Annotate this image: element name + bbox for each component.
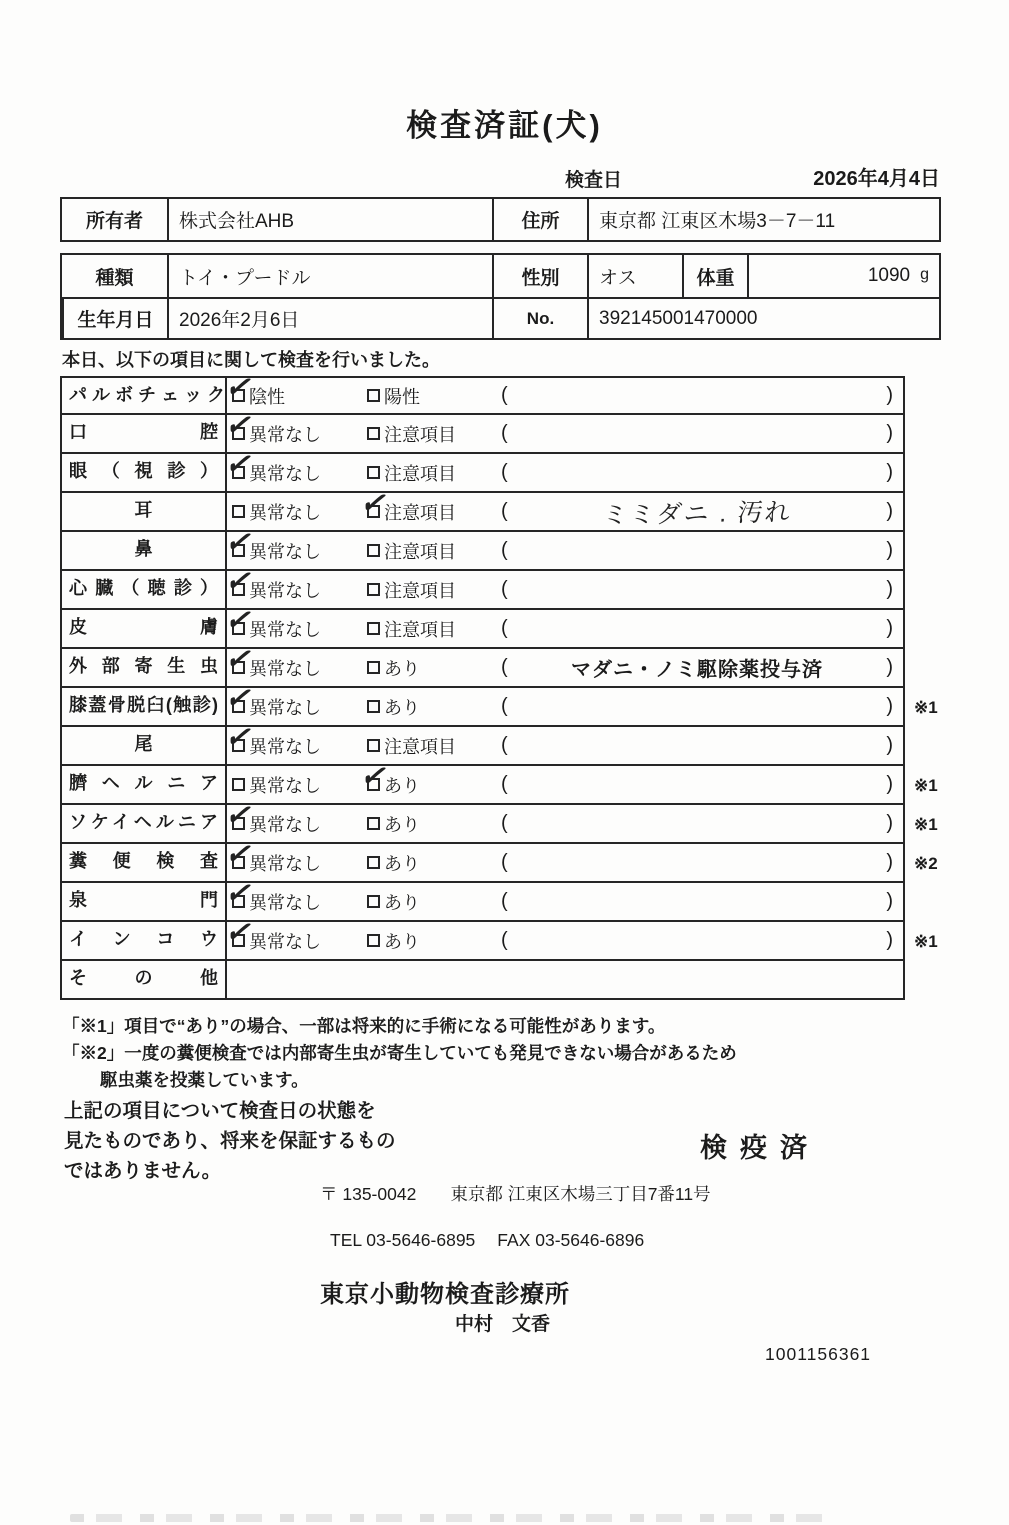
item-label: 皮 膚 — [62, 610, 227, 647]
checkbox — [367, 856, 381, 870]
checkbox — [222, 446, 258, 482]
remarks-note: ミミダニ . 汚れ — [601, 497, 793, 530]
paren-open: ( — [501, 734, 508, 756]
checklist-row — [60, 797, 990, 844]
veterinarian-name: 中村 文香 — [455, 1314, 551, 1335]
paren-open: ( — [501, 500, 508, 522]
checkbox-box-icon — [232, 389, 245, 402]
option-first — [222, 836, 367, 876]
disclaimer-block — [64, 1096, 396, 1186]
remarks-parentheses — [497, 494, 903, 530]
checklist-row — [60, 369, 990, 415]
checkmark-icon: ✓ — [222, 719, 258, 755]
checkbox — [222, 719, 258, 755]
option-first — [222, 641, 367, 681]
footnote-mark — [905, 532, 965, 571]
owner-label-cell: 所有者 — [85, 211, 143, 232]
item-label: 糞 便 検 査 — [62, 844, 227, 881]
paren-close: ) — [886, 384, 893, 406]
option-second — [367, 577, 497, 603]
option-second — [367, 616, 497, 642]
checklist-table — [60, 369, 990, 1000]
checkmark-icon: ✓ — [222, 407, 258, 443]
option-label: 注意項目 — [384, 736, 456, 757]
checkbox — [222, 797, 258, 833]
paren-open: ( — [501, 695, 508, 717]
option-second — [367, 928, 497, 954]
checkmark-icon: ✓ — [222, 563, 258, 599]
paren-close: ) — [886, 695, 893, 717]
footnote-mark: ※1 — [914, 814, 938, 834]
checkbox-box-icon — [232, 544, 245, 557]
option-first — [222, 914, 367, 954]
checkbox-box-icon — [232, 622, 245, 635]
paren-close: ) — [886, 851, 893, 873]
checklist-row — [60, 407, 990, 454]
inspection-date-value: 2026年4月4日 — [813, 168, 940, 190]
clinic-postal-address — [320, 1181, 711, 1206]
paren-open: ( — [501, 384, 508, 406]
checkbox-box-icon — [232, 505, 245, 518]
checkbox-box-icon — [367, 505, 380, 518]
footnote-1: 「※1」項目で“あり”の場合、一部は将来的に手術になる可能性があります。 — [62, 1016, 666, 1036]
remarks-parentheses — [497, 695, 903, 718]
item-label: 心 臓 （ 聴 診 ） — [62, 571, 227, 608]
no-value-cell: 392145001470000 — [587, 297, 939, 338]
remarks-parentheses — [497, 461, 903, 484]
footnote-2-continued: 駆虫薬を投薬しています。 — [100, 1070, 309, 1090]
option-first — [222, 875, 367, 915]
paren-close: ) — [886, 500, 893, 522]
checkbox-box-icon — [232, 895, 245, 908]
paren-close: ) — [886, 929, 893, 951]
quarantine-passed-stamp: 検疫済 — [700, 1133, 820, 1163]
option-label: 異常なし — [249, 892, 321, 913]
paren-open: ( — [501, 812, 508, 834]
footnote-mark — [905, 415, 965, 454]
item-label: パ ル ボ チ ェ ッ ク — [62, 378, 227, 413]
checkbox — [232, 505, 246, 519]
weight-value-cell — [747, 255, 939, 297]
birth-value-cell: 2026年2月6日 — [167, 297, 492, 338]
paren-open: ( — [501, 617, 508, 639]
item-label: 外 部 寄 生 虫 — [62, 649, 227, 686]
checkmark-icon: ✓ — [222, 369, 258, 405]
item-label: 眼 （ 視 診 ） — [62, 454, 227, 491]
footnote-mark — [905, 961, 965, 1000]
clinic-tel-fax — [330, 1230, 644, 1251]
option-first — [222, 369, 367, 409]
option-label: 陰性 — [249, 386, 285, 407]
paren-open: ( — [501, 773, 508, 795]
checkbox — [222, 641, 258, 677]
option-first — [232, 499, 367, 525]
pet-table — [60, 253, 941, 340]
remarks-parentheses — [497, 578, 903, 601]
checkmark-icon: ✓ — [222, 602, 258, 638]
option-label: 異常なし — [249, 619, 321, 640]
checkbox-box-icon — [232, 466, 245, 479]
option-label: 注意項目 — [384, 502, 456, 523]
checklist-row — [60, 563, 990, 610]
remarks-parentheses — [497, 734, 903, 757]
paren-close: ) — [886, 890, 893, 912]
option-second — [367, 889, 497, 915]
option-second — [367, 538, 497, 564]
paren-close: ) — [886, 539, 893, 561]
option-label: 注意項目 — [384, 580, 456, 601]
remarks-parentheses — [497, 773, 903, 796]
item-label: 口 腔 — [62, 415, 227, 452]
item-label: 鼻 — [62, 532, 227, 569]
checklist-row — [60, 485, 990, 532]
inspection-date-label: 検査日 — [565, 170, 623, 191]
footnote-2: 「※2」一度の糞便検査では内部寄生虫が寄生していても発見できない場合があるため — [62, 1043, 737, 1063]
checkbox-box-icon — [367, 700, 380, 713]
checkbox-box-icon — [367, 934, 380, 947]
checklist-row — [60, 602, 990, 649]
clinic-fax: FAX 03-5646-6896 — [497, 1230, 645, 1250]
remarks-parentheses — [497, 384, 903, 407]
item-label: イ ン コ ウ — [62, 922, 227, 959]
postal-code: 〒 135-0042 — [320, 1184, 417, 1204]
paren-close: ) — [886, 617, 893, 639]
checklist-row — [60, 914, 990, 961]
checkbox — [367, 427, 381, 441]
checkbox — [222, 369, 258, 405]
item-label: 耳 — [62, 493, 227, 530]
checkmark-icon: ✓ — [222, 446, 258, 482]
remarks-parentheses — [497, 422, 903, 445]
option-label: あり — [384, 775, 420, 796]
no-label-cell: No. — [492, 297, 587, 338]
checkbox-box-icon — [367, 856, 380, 869]
checkbox — [367, 895, 381, 909]
option-label: 異常なし — [249, 541, 321, 562]
option-second — [367, 460, 497, 486]
paren-close: ) — [886, 578, 893, 600]
checklist-row — [60, 961, 990, 1000]
checkbox — [222, 680, 258, 716]
footnotes-block — [62, 1013, 737, 1094]
weight-unit: g — [920, 266, 929, 283]
breed-value-cell: トイ・プードル — [167, 255, 492, 297]
checkbox-box-icon — [232, 817, 245, 830]
breed-label-cell: 種類 — [95, 267, 134, 289]
footnote-mark — [905, 610, 965, 649]
checkbox-box-icon — [367, 778, 380, 791]
clinic-street-address: 東京都 江東区木場三丁目7番11号 — [450, 1184, 711, 1204]
paren-open: ( — [501, 890, 508, 912]
option-label: あり — [384, 931, 420, 952]
option-label: 異常なし — [249, 502, 321, 523]
footnote-mark — [905, 454, 965, 493]
item-label: 泉 門 — [62, 883, 227, 920]
checklist-row — [60, 641, 990, 688]
remarks-parentheses — [497, 851, 903, 874]
option-label: 異常なし — [249, 580, 321, 601]
checkmark-icon: ✓ — [222, 836, 258, 872]
checkmark-icon: ✓ — [222, 680, 258, 716]
checklist-row — [60, 680, 990, 727]
checkbox — [367, 622, 381, 636]
paren-open: ( — [501, 578, 508, 600]
footnote-mark — [905, 571, 965, 610]
checklist-row — [60, 719, 990, 766]
paren-open: ( — [501, 539, 508, 561]
checkmark-icon: ✓ — [357, 758, 393, 794]
checkbox-box-icon — [367, 466, 380, 479]
checkbox — [232, 778, 246, 792]
option-second — [367, 850, 497, 876]
checkbox-box-icon — [232, 427, 245, 440]
remarks-parentheses — [497, 890, 903, 913]
checkbox — [367, 544, 381, 558]
checklist-row — [60, 758, 990, 805]
checkbox-box-icon — [232, 583, 245, 596]
option-second — [357, 485, 497, 525]
paren-close: ) — [886, 773, 893, 795]
option-label: 陽性 — [384, 386, 420, 407]
checkbox-box-icon — [367, 583, 380, 596]
option-label: 異常なし — [249, 658, 321, 679]
option-first — [222, 524, 367, 564]
checkbox-box-icon — [367, 895, 380, 908]
footnote-mark: ※2 — [914, 853, 938, 873]
remarks-parentheses — [497, 539, 903, 562]
checkbox-box-icon — [232, 856, 245, 869]
scan-cutoff-artifact — [70, 1514, 830, 1522]
checkbox-box-icon — [367, 739, 380, 752]
weight-label-cell: 体重 — [682, 255, 747, 297]
option-first — [222, 446, 367, 486]
footnote-mark: ※1 — [914, 775, 938, 795]
remarks-parentheses — [497, 617, 903, 640]
checkbox-box-icon — [367, 427, 380, 440]
option-label: 異常なし — [249, 736, 321, 757]
checkmark-icon: ✓ — [357, 485, 393, 521]
disclaimer-line-1: 上記の項目について検査日の状態を — [64, 1100, 376, 1122]
checkbox — [222, 602, 258, 638]
checklist-row — [60, 875, 990, 922]
disclaimer-line-3: ではありません。 — [64, 1160, 222, 1182]
checkmark-icon: ✓ — [222, 524, 258, 560]
footnote-mark — [905, 649, 965, 688]
option-label: 異常なし — [249, 775, 321, 796]
footnote-mark — [905, 493, 965, 532]
option-first — [222, 407, 367, 447]
checkmark-icon: ✓ — [222, 641, 258, 677]
option-label: 注意項目 — [384, 463, 456, 484]
checkbox-box-icon — [367, 622, 380, 635]
serial-number: 1001156361 — [765, 1344, 872, 1364]
owner-table — [60, 197, 941, 242]
option-label: 異常なし — [249, 463, 321, 484]
page-title: 検査済証(犬) — [406, 108, 603, 143]
checkmark-icon: ✓ — [222, 875, 258, 911]
remarks-parentheses — [497, 929, 903, 952]
option-second — [367, 694, 497, 720]
checkbox — [367, 817, 381, 831]
checkbox — [222, 914, 258, 950]
checkbox — [222, 563, 258, 599]
option-label: あり — [384, 814, 420, 835]
footnote-mark — [905, 376, 965, 415]
checkmark-icon: ✓ — [222, 797, 258, 833]
option-second — [367, 655, 497, 681]
checkmark-icon: ✓ — [222, 914, 258, 950]
remarks-parentheses — [497, 653, 903, 682]
remarks-note: マダニ・ノミ駆除薬投与済 — [571, 659, 823, 681]
footnote-mark: ※1 — [914, 697, 938, 717]
option-label: 異常なし — [249, 697, 321, 718]
checkbox — [357, 485, 393, 521]
option-first — [222, 797, 367, 837]
checkbox — [222, 407, 258, 443]
address-value-cell: 東京都 江東区木場3－7－11 — [587, 199, 939, 240]
option-label: 注意項目 — [384, 541, 456, 562]
option-label: あり — [384, 853, 420, 874]
clinic-name: 東京小動物検査診療所 — [320, 1281, 570, 1308]
checkbox-box-icon — [367, 389, 380, 402]
checkbox-box-icon — [232, 778, 245, 791]
checkbox — [367, 700, 381, 714]
checkbox-box-icon — [232, 739, 245, 752]
checkbox — [367, 661, 381, 675]
option-label: 注意項目 — [384, 619, 456, 640]
option-label: あり — [384, 697, 420, 718]
checklist-row — [60, 836, 990, 883]
option-first — [222, 563, 367, 603]
checkbox — [367, 583, 381, 597]
footnote-mark: ※1 — [914, 931, 938, 951]
clinic-tel: TEL 03-5646-6895 — [330, 1230, 476, 1250]
option-second — [367, 383, 497, 409]
checkbox-box-icon — [232, 661, 245, 674]
checkbox — [367, 466, 381, 480]
intro-sentence: 本日、以下の項目に関して検査を行いました。 — [62, 350, 440, 370]
option-label: 異常なし — [249, 931, 321, 952]
paren-open: ( — [501, 461, 508, 483]
disclaimer-line-2: 見たものであり、将来を保証するもの — [64, 1130, 396, 1152]
checklist-row — [60, 446, 990, 493]
address-label-cell: 住所 — [492, 199, 587, 240]
option-second — [367, 733, 497, 759]
checkbox — [222, 524, 258, 560]
option-first — [222, 719, 367, 759]
checkbox-box-icon — [232, 700, 245, 713]
owner-value-cell: 株式会社AHB — [167, 199, 492, 240]
footnote-mark — [905, 883, 965, 922]
option-label: 異常なし — [249, 424, 321, 445]
paren-open: ( — [501, 851, 508, 873]
option-label: 異常なし — [249, 814, 321, 835]
option-label: 異常なし — [249, 853, 321, 874]
birth-label-cell: 生年月日 — [62, 297, 167, 338]
paren-open: ( — [501, 929, 508, 951]
checkbox — [222, 875, 258, 911]
option-first — [222, 680, 367, 720]
option-second — [357, 758, 497, 798]
checkbox-box-icon — [367, 661, 380, 674]
item-label: ソケイヘルニア — [62, 805, 227, 842]
option-first — [232, 772, 367, 798]
option-second — [367, 811, 497, 837]
paren-open: ( — [501, 656, 508, 678]
checkbox — [222, 836, 258, 872]
checkbox-box-icon — [367, 817, 380, 830]
option-second — [367, 421, 497, 447]
paren-open: ( — [501, 422, 508, 444]
checklist-row — [60, 524, 990, 571]
item-label: 臍 ヘ ル ニ ア — [62, 766, 227, 803]
checkbox — [367, 389, 381, 403]
checkbox-box-icon — [232, 934, 245, 947]
option-label: 注意項目 — [384, 424, 456, 445]
sex-value-cell: オス — [587, 255, 682, 297]
paren-close: ) — [886, 422, 893, 444]
checkbox — [357, 758, 393, 794]
paren-close: ) — [886, 656, 893, 678]
item-label: 尾 — [62, 727, 227, 764]
remarks-parentheses — [497, 812, 903, 835]
option-label: あり — [384, 892, 420, 913]
checkbox — [367, 934, 381, 948]
sex-label-cell: 性別 — [492, 255, 587, 297]
checkbox-box-icon — [367, 544, 380, 557]
option-label: あり — [384, 658, 420, 679]
weight-number: 1090 — [867, 265, 911, 286]
item-label: そ の 他 — [62, 961, 227, 998]
option-first — [222, 602, 367, 642]
footnote-mark — [905, 727, 965, 766]
checkbox — [367, 739, 381, 753]
item-label: 膝蓋骨脱臼(触診) — [62, 688, 227, 725]
paren-close: ) — [886, 812, 893, 834]
paren-close: ) — [886, 734, 893, 756]
paren-close: ) — [886, 461, 893, 483]
